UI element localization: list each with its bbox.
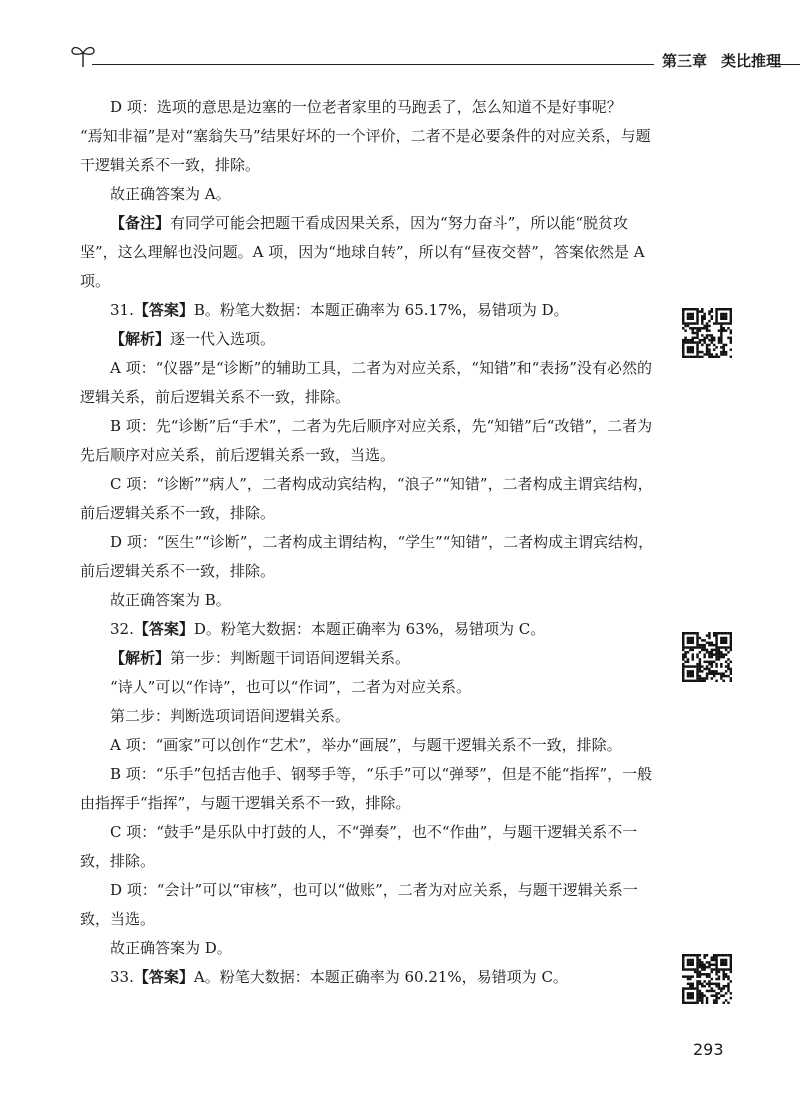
qr-code-icon[interactable] xyxy=(682,632,732,682)
answer-tag: 【答案】 xyxy=(133,620,194,638)
answer-tag: 【答案】 xyxy=(133,301,194,319)
paragraph: 故正确答案为 A。 xyxy=(110,185,231,203)
paragraph: 故正确答案为 D。 xyxy=(110,939,232,957)
page-header xyxy=(70,40,800,80)
paragraph: 故正确答案为 B。 xyxy=(110,591,231,609)
paragraph: D 项：“会计”可以“审核”，也可以“做账”，二者为对应关系，与题干逻辑关系一致，当选。 xyxy=(80,881,638,928)
paragraph: 第二步：判断选项词语间逻辑关系。 xyxy=(110,707,351,725)
answer-33: 33.【答案】A。粉笔大数据：本题正确率为 60.21%，易错项为 C。 xyxy=(110,968,568,986)
qr-code-icon[interactable] xyxy=(682,954,732,1004)
paragraph: C 项：“诊断”“病人”，二者构成动宾结构，“浪子”“知错”，二者构成主谓宾结构，前后逻辑关系不一致，排除。 xyxy=(80,475,653,522)
page-body xyxy=(80,93,662,992)
chapter-heading xyxy=(662,50,781,71)
paragraph: C 项：“鼓手”是乐队中打鼓的人，不“弹奏”，也不“作曲”，与题干逻辑关系不一致，排除。 xyxy=(80,823,638,870)
paragraph: B 项：“乐手”包括吉他手、钢琴手等，“乐手”可以“弹琴”，但是不能“指挥”，一般由指挥手“指挥”，与题干逻辑关系不一致，排除。 xyxy=(80,765,653,812)
chapter-title: 类比推理 xyxy=(721,52,782,70)
paragraph: D 项：“医生”“诊断”，二者构成主谓结构，“学生”“知错”，二者构成主谓宾结构，前后逻辑关系不一致，排除。 xyxy=(80,533,654,580)
page-number: 293 xyxy=(693,1040,724,1059)
header-rule xyxy=(92,64,654,65)
note-tag: 【备注】 xyxy=(110,214,171,232)
paragraph: A 项：“画家”可以创作“艺术”，举办“画展”，与题干逻辑关系不一致，排除。 xyxy=(110,736,622,754)
paragraph: B 项：先“诊断”后“手术”，二者为先后顺序对应关系，先“知错”后“改错”，二者为先后顺序对应关系，前后逻辑关系一致，当选。 xyxy=(80,417,653,464)
paragraph: D 项：选项的意思是边塞的一位老者家里的马跑丢了，怎么知道不是好事呢？ xyxy=(110,98,622,116)
qr-code-icon[interactable] xyxy=(682,308,732,358)
header-rule-tail xyxy=(770,64,800,65)
answer-32: 32.【答案】D。粉笔大数据：本题正确率为 63%，易错项为 C。 xyxy=(110,620,546,638)
analysis-tag: 【解析】 xyxy=(110,649,171,667)
paragraph: “诗人”可以“作诗”，也可以“作词”，二者为对应关系。 xyxy=(110,678,472,696)
paragraph: A 项：“仪器”是“诊断”的辅助工具，二者为对应关系，“知错”和“表扬”没有必然的逻辑关系，前后逻辑关系不一致，排除。 xyxy=(80,359,652,406)
note-paragraph: 【备注】有同学可能会把题干看成因果关系，因为“努力奋斗”，所以能“脱贫攻坚”，这么理解也没问题。A 项，因为“地球自转”，所以有“昼夜交替”，答案依然是 A 项。 xyxy=(80,214,645,290)
answer-tag: 【答案】 xyxy=(133,968,194,986)
paragraph: “焉知非福”是对“塞翁失马”结果好坏的一个评价，二者不是必要条件的对应关系，与题干逻辑关系不一致，排除。 xyxy=(80,127,651,174)
chapter-number: 第三章 xyxy=(662,52,708,70)
analysis-31: 【解析】逐一代入选项。 xyxy=(110,330,276,348)
answer-31: 31.【答案】B。粉笔大数据：本题正确率为 65.17%，易错项为 D。 xyxy=(110,301,569,319)
analysis-tag: 【解析】 xyxy=(110,330,171,348)
analysis-32: 【解析】第一步：判断题干词语间逻辑关系。 xyxy=(110,649,411,667)
